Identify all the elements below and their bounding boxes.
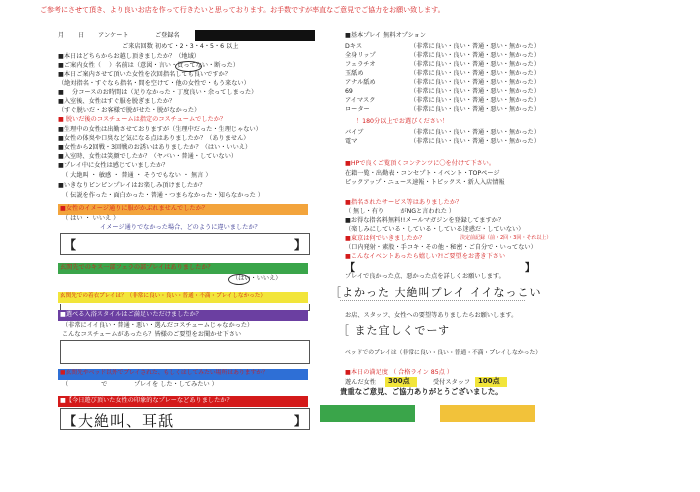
green-swatch bbox=[320, 405, 415, 422]
visit-count: ご来店回数 初めて・2・3・4・5・6 以上 bbox=[122, 43, 239, 50]
play-anal: アナル舐め bbox=[345, 79, 376, 86]
hp-items-2: ピックアップ・ニュース速報・トピックス・新人入店情報 bbox=[345, 179, 505, 186]
play-scale: （非常に良い・良い・普通・悪い・無かった） bbox=[410, 129, 540, 136]
hp-items: 在籍一覧・出勤表・コンセプト・イベント・TOPページ bbox=[345, 170, 500, 177]
question-request: お店、スタッフ、女性への要望等ありましたらお願いします。 bbox=[345, 312, 518, 319]
question-kiss: 玄関先でのキス一部フェラの部プレイはありましたか？ bbox=[60, 264, 214, 271]
answer-pinpin: （ 伝説を作った・面白かった・普通・つまらなかった・知らなかった ） bbox=[62, 192, 264, 199]
answer-finish: （口内発射・素股・手コキ・その他・秘密・ご自分で・いってない） bbox=[345, 244, 537, 251]
score-staff: 100点 bbox=[478, 377, 500, 385]
play-vibe: バイブ bbox=[345, 129, 364, 136]
question-place: ■玄関先やベッド以外でプレイされた、もしくはしてみたい場所はありますか？ bbox=[60, 370, 268, 376]
question-mail: ■お得な指名料無料!!メールマガジンを登録してますか？ bbox=[345, 217, 505, 224]
question-pinpin: ■いきなりピンピンプレイはお楽しみ頂けましたか？ bbox=[58, 182, 206, 189]
answer-place: （ で プレイを した・してみたい ） bbox=[62, 381, 218, 388]
month-label: 月 bbox=[58, 32, 65, 39]
question-undress: ■入室後、女性はすぐ服を脱ぎましたか？ bbox=[58, 98, 176, 105]
question-smile: ■入室時、女性は笑顔でしたか？（ヤバい・普通・していない） bbox=[58, 153, 238, 160]
question-renominate: ■本日ご案内させて頂いた女性を次回指名しても良いですか？ bbox=[58, 71, 231, 78]
question-bath: ■選べる入浴スタイルはご満足いただけましたか？ bbox=[60, 311, 202, 318]
play-scale: （非常に良い・良い・普通・悪い・無かった） bbox=[410, 52, 540, 59]
answer-kiss: （はい・いいえ） bbox=[232, 275, 282, 282]
form-title: アンケート bbox=[98, 32, 129, 39]
question-hp: ■HPで良くご覧頂くコンテンツに〇を付けて下さい。 bbox=[345, 160, 496, 167]
question-finish: ■東京は何でいきましたか？ bbox=[345, 235, 426, 242]
answer-bath: （非常にイイ良い・普通・悪い・選んだコスチュームじゃなかった） bbox=[62, 322, 254, 329]
play-denma: 電マ bbox=[345, 138, 358, 145]
question-event: ■こんなイベントあったら嬉しい?!ご要望をお書き下さい bbox=[345, 253, 506, 260]
member-label: ご登録名 bbox=[155, 32, 180, 39]
question-impression: ■【今日遊び頂いた女性の印象的なプレーなどありましたか？ bbox=[60, 397, 233, 404]
answer-mail: （楽しみにしている・している・している迷惑だ・していない） bbox=[345, 226, 525, 233]
question-period: ■生理中の女性は出勤させておりますが（生理中だった・生理じゃない） bbox=[58, 126, 262, 133]
answer-box-image: 【 】 bbox=[60, 233, 310, 255]
question-satisfaction: ■本日の満足度 （ 合格ライン 85点 ） bbox=[345, 369, 454, 376]
play-scale: （非常に良い・良い・普通・悪い・無かった） bbox=[410, 138, 540, 145]
answer-image: （ はい ・ いいえ ） bbox=[62, 215, 120, 222]
intro-text: ご参考にさせて頂き、より良いお店を作って行きたいと思っております。お手数ですが率直なご意見でご協力をお願い致します。 bbox=[40, 6, 445, 14]
score-staff-label: 受付スタッフ bbox=[433, 379, 471, 386]
question-second-round: ■女性から2回戦・3回戦のお誘いはありましたか？（はい・いいえ） bbox=[58, 144, 252, 151]
question-service: ■指名されたサービス等はありましたか？ bbox=[345, 199, 463, 206]
score-girl: 300点 bbox=[388, 377, 410, 385]
question-costume-idea: こんなコスチュームがあったら？皆様のご要望をお聞かせ下さい bbox=[62, 331, 242, 338]
yellow-swatch bbox=[440, 405, 535, 422]
play-scale: （非常に良い・良い・普通・悪い・無かった） bbox=[410, 61, 540, 68]
answer-event: 【 】 bbox=[345, 263, 535, 274]
handwritten-good-bad: ［よかった 大絶叫プレイ イイなっこい bbox=[330, 286, 542, 299]
member-redaction bbox=[195, 30, 315, 41]
play-scale: （非常に良い・良い・普通・悪い・無かった） bbox=[410, 79, 540, 86]
basic-play-header: ■基本プレイ 無料オプション bbox=[345, 32, 426, 39]
score-girl-label: 遊んだ女性 bbox=[345, 379, 376, 386]
play-fellatio: フェラチオ bbox=[345, 61, 376, 68]
question-bed: ベッドでのプレイは（非常に良い・良い・普通・不満・プレイしなかった） bbox=[345, 350, 542, 356]
question-feel: ■プレイ中に女性は感じていましたか？ bbox=[58, 162, 169, 169]
play-scale: （非常に良い・良い・普通・悪い・無かった） bbox=[410, 70, 540, 77]
question-image-diff: イメージ通りでなかった場合、どのように違いましたか？ bbox=[100, 224, 261, 231]
answer-circle bbox=[228, 274, 250, 285]
question-entry-play: 玄関先での着衣プレイは？（非常に良い・良い・普通・不満・プレイしなかった） bbox=[60, 293, 266, 299]
answer-renominate: （絶対指名・すぐなら指名・間を空けて・他の女性で・もう来ない） bbox=[58, 80, 250, 87]
handwritten-answer: 大絶叫、耳舐 bbox=[78, 412, 175, 430]
handwritten-request: ［ また宜しくでーす bbox=[338, 324, 450, 337]
question-good-bad: プレイで良かった点、悪かった点を詳しくお願いします。 bbox=[345, 273, 505, 280]
question-girl: ■ご案内女性（ ）名前は（意図・言い・買ってない・断った） bbox=[58, 62, 240, 69]
play-scale: （非常に良い・良い・普通・悪い・無かった） bbox=[410, 88, 540, 95]
play-lip: 全身リップ bbox=[345, 52, 376, 59]
day-label: 日 bbox=[78, 32, 85, 39]
play-dkiss: Dキス bbox=[345, 43, 363, 50]
answer-box-impression: 【 】 bbox=[60, 408, 310, 430]
divider bbox=[340, 300, 525, 301]
answer-undress: （すぐ脱いだ・お客様で脱がせた・脱がなかった） bbox=[58, 107, 201, 114]
question-area: ■本日はどちらからお越し頂きましたか？（地域） bbox=[58, 53, 200, 60]
question-image: ■女性のイメージ通りに服がかぶれませんでしたか？ bbox=[60, 205, 208, 212]
play-scale: （非常に良い・良い・普通・悪い・無かった） bbox=[410, 97, 540, 104]
play-69: 69 bbox=[345, 88, 353, 95]
play-scale: （非常に良い・良い・普通・悪い・無かった） bbox=[410, 43, 540, 50]
question-costume: ■ 脱いだ後のコスチュームは指定のコスチュームでしたか？ bbox=[58, 116, 227, 123]
option-note: ！180分以上でお選びください！ bbox=[356, 118, 449, 125]
answer-box-costume bbox=[60, 340, 310, 364]
question-course: ■ 分コースのお時間は（足りなかった・丁度良い・余ってしまった） bbox=[58, 89, 258, 96]
finish-note: 決定前記録（前・2回・3回・それ以上） bbox=[460, 235, 552, 241]
play-ball: 玉舐め bbox=[345, 70, 364, 77]
question-smell: ■女性の体臭や口臭など気になる点はありましたか？（ありません） bbox=[58, 135, 250, 142]
play-scale: （非常に良い・良い・普通・悪い・無かった） bbox=[410, 106, 540, 113]
answer-service: （ 無し・有り がNGと言われた ） bbox=[345, 208, 456, 215]
answer-feel: （ 大絶叫 ・ 敏感 ・ 普通 ・ そうでもない ・ 無言 ） bbox=[62, 172, 212, 179]
play-eyemask: アイマスク bbox=[345, 97, 376, 104]
play-rotor: ローター bbox=[345, 106, 370, 113]
thanks-text: 貴重なご意見、ご協力ありがとうございました。 bbox=[340, 387, 503, 396]
